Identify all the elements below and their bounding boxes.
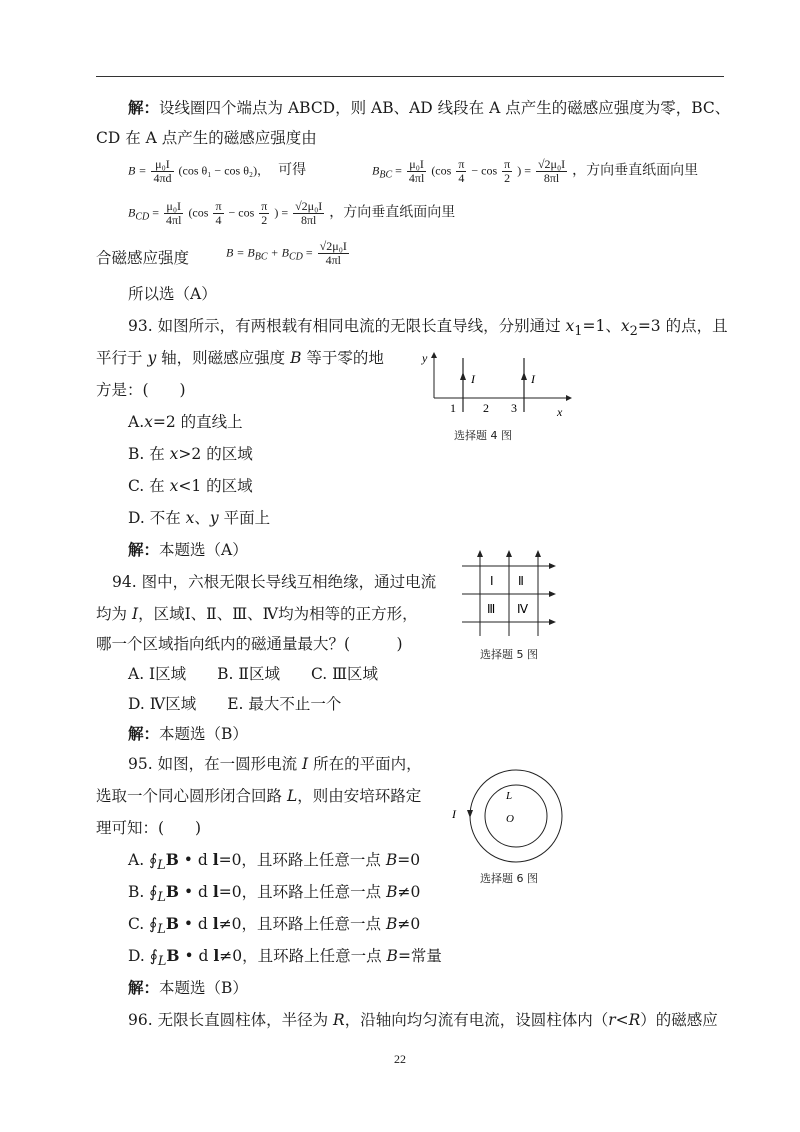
figure-6-caption: 选择题 6 图	[480, 872, 538, 885]
current-label: I	[452, 807, 456, 821]
center-label: O	[506, 813, 514, 825]
q93-stem-line3: 方是：( )	[96, 381, 186, 399]
q93-stem-line1: 93. 如图所示，有两根载有相同电流的无限长直导线，分别通过 $x_1=1$、$x_2=3$ 的点，且	[128, 317, 728, 340]
region-3-label: Ⅲ	[487, 602, 496, 616]
q94-options-row2: D. Ⅳ区域 E. 最大不止一个	[128, 695, 342, 713]
page-number: 22	[394, 1052, 406, 1066]
total-field-label: 合磁感应强度	[96, 249, 190, 267]
q95-stem-line3: 理可知：( )	[96, 819, 202, 837]
formula-b-cd: $B_{CD}$ = $\frac{\text{μ₀I}}{4\pi l}$ (cos $\frac{\pi}{4}$ − cos $\frac{\pi}{2}$ ) = $\frac{\text{√2μ₀I}}{8\pi l}$ ，方向垂直纸面向里	[128, 199, 456, 227]
q95-solution: 解：本题选（B）	[128, 978, 248, 997]
tick-label-1: 1	[450, 401, 456, 415]
amperian-loop-circle	[485, 785, 547, 847]
p92-solution-line2: CD 在 A 点产生的磁感应强度由	[96, 129, 317, 147]
horizontal-wire-3-arrow-icon	[549, 619, 556, 625]
wire-2-current-arrow-icon	[521, 372, 527, 380]
region-2-label: Ⅱ	[518, 574, 524, 588]
q95-option-b: B. $∮_LB$ • d l=0，且环路上任意一点 B≠0	[128, 882, 421, 906]
horizontal-wire-1-arrow-icon	[549, 563, 556, 569]
region-1-label: Ⅰ	[490, 574, 494, 588]
header-rule	[96, 76, 724, 77]
q95-option-c: C. $∮_LB$ • d l≠0，且环路上任意一点 B≠0	[128, 914, 421, 938]
q93-option-a: A.x=2 的直线上	[128, 413, 243, 431]
p92-solution-line1: 解：设线圈四个端点为 ABCD，则 AB、AD 线段在 A 点产生的磁感应强度为零，BC、	[128, 98, 731, 117]
horizontal-wire-2-arrow-icon	[549, 591, 556, 597]
p92-answer: 所以选（A）	[128, 285, 217, 303]
q95-stem-line2: 选取一个同心圆形闭合回路 L，则由安培环路定	[96, 787, 422, 805]
vertical-wire-1-arrow-icon	[477, 550, 483, 557]
current-direction-arrow-icon	[467, 810, 473, 818]
q93-option-d: D. 不在 x、y 平面上	[128, 509, 271, 527]
y-axis-arrow-icon	[431, 352, 437, 358]
formula-biot-savart-segment: B = $\frac{\text{μ₀I}}{4\pi d}$ (cos θ₁ − cos θ₂)， 可得	[128, 157, 307, 185]
wire-1-current-arrow-icon	[460, 372, 466, 380]
region-4-label: Ⅳ	[517, 602, 529, 616]
q93-option-b: B. 在 x>2 的区域	[128, 445, 253, 463]
q94-stem-line1: 94. 图中，六根无限长导线互相绝缘，通过电流	[112, 573, 437, 591]
formula-total-field: $B = B_{BC} + B_{CD}$ = $\frac{\text{√2μ₀I}}{4\pi l}$	[226, 239, 347, 267]
figure-5-caption: 选择题 5 图	[480, 648, 538, 661]
q94-options-row1: A. Ⅰ区域 B. Ⅱ区域 C. Ⅲ区域	[128, 665, 379, 683]
q95-option-a: A. $∮_LB$ • d l=0，且环路上任意一点 B=0	[128, 850, 421, 874]
q93-solution: 解：本题选（A）	[128, 540, 248, 559]
vertical-wire-3-arrow-icon	[535, 550, 541, 557]
current-loop-circle	[470, 770, 562, 862]
q93-stem-line2: 平行于 y 轴，则磁感应强度 B 等于零的地	[96, 349, 384, 367]
tick-label-3: 3	[511, 401, 517, 415]
q95-option-d: D. $∮_LB$ • d l≠0，且环路上任意一点 B=常量	[128, 946, 442, 970]
q94-solution: 解：本题选（B）	[128, 724, 248, 743]
tick-label-2: 2	[483, 401, 489, 415]
wire-2-current-label: I	[531, 372, 535, 386]
q96-stem-line1: 96. 无限长直圆柱体，半径为 R，沿轴向均匀流有电流，设圆柱体内（r<R）的磁感应	[128, 1011, 718, 1029]
figure-six-wires-grid	[458, 548, 558, 638]
x-axis-label: x	[557, 405, 563, 419]
loop-label: L	[506, 790, 513, 802]
q93-option-c: C. 在 x<1 的区域	[128, 477, 253, 495]
figure-two-wires	[420, 350, 580, 425]
vertical-wire-2-arrow-icon	[506, 550, 512, 557]
figure-4-caption: 选择题 4 图	[454, 429, 512, 442]
formula-b-bc: $B_{BC}$ = $\frac{\text{μ₀I}}{4\pi l}$ (cos $\frac{\pi}{4}$ − cos $\frac{\pi}{2}$ ) = $\frac{\text{√2μ₀I}}{8\pi l}$ ，方向垂直纸面向里	[372, 157, 699, 185]
x-axis-arrow-icon	[566, 395, 572, 401]
y-axis-label: y	[422, 351, 428, 365]
wire-1-current-label: I	[471, 372, 475, 386]
q94-stem-line3: 哪一个区域指向纸内的磁通量最大？( )	[96, 635, 403, 653]
q94-stem-line2: 均为 I，区域Ⅰ、Ⅱ、Ⅲ、Ⅳ均为相等的正方形，	[96, 605, 418, 623]
figure-concentric-loops	[446, 766, 570, 866]
q95-stem-line1: 95. 如图，在一圆形电流 I 所在的平面内，	[128, 755, 422, 773]
